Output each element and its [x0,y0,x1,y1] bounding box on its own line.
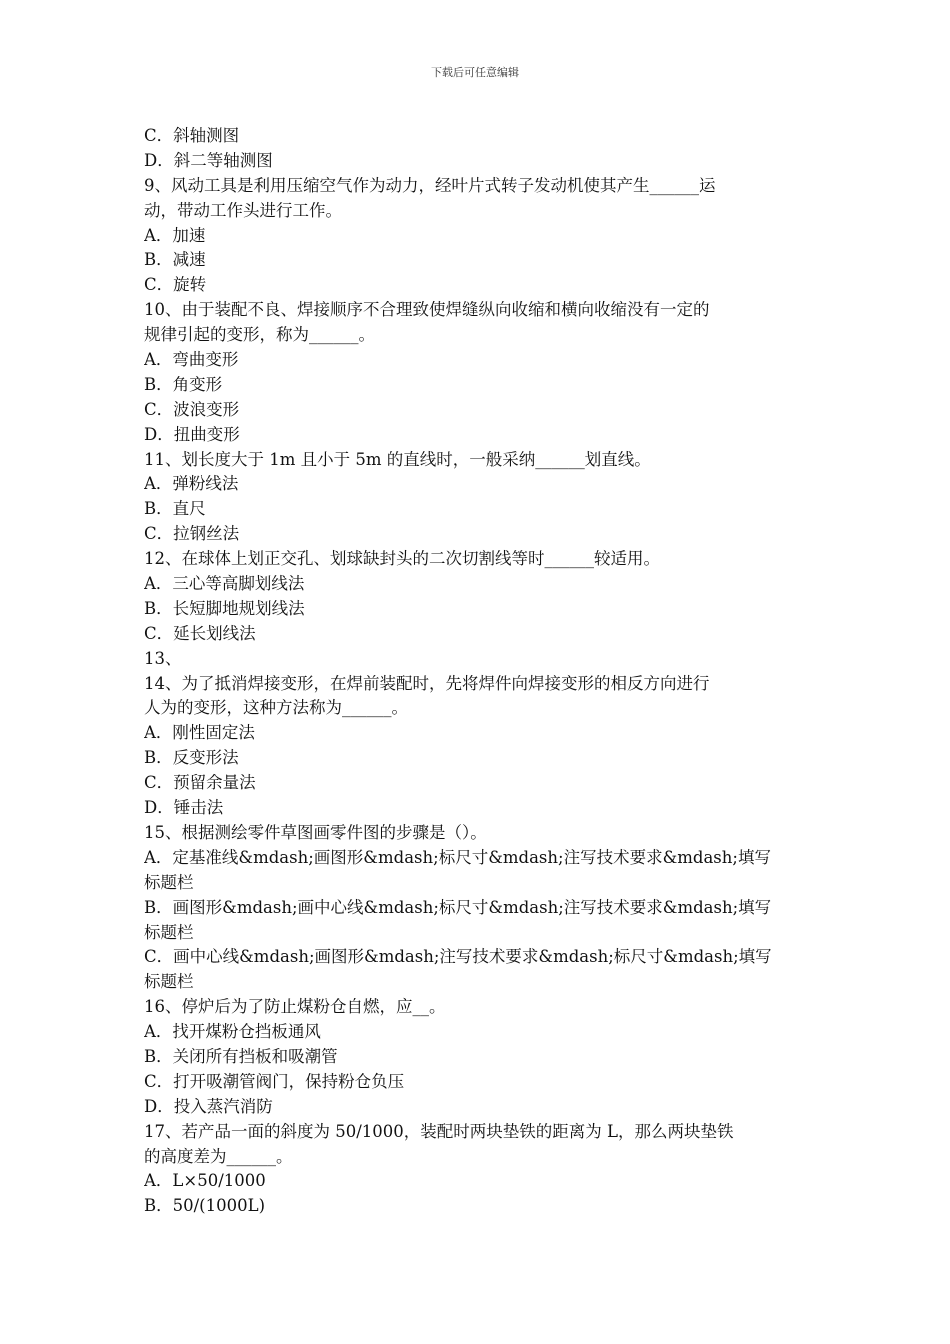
option-line: A．L×50/1000 [144,1171,266,1191]
option-line: B．画图形&mdash;画中心线&mdash;标尺寸&mdash;注写技术要求&mdash;填写 [144,897,772,917]
text-line: 标题栏 [144,922,194,942]
question-15: 15、根据测绘零件草图画零件图的步骤是（）。 [144,822,487,842]
option-line: C．画中心线&mdash;画图形&mdash;注写技术要求&mdash;标尺寸&mdash;填写 [144,947,772,967]
option-line: A．刚性固定法 [144,723,255,743]
option-line: A．三心等高脚划线法 [144,574,305,594]
question-13: 13、 [144,648,182,668]
text-line: 标题栏 [144,872,194,892]
text-line: D．斜二等轴测图 [144,150,273,170]
option-line: A．定基准线&mdash;画图形&mdash;标尺寸&mdash;注写技术要求&mdash;填写 [144,847,771,867]
option-line: B．长短脚地规划线法 [144,598,305,618]
question-12: 12、在球体上划正交孔、划球缺封头的二次切割线等时______较适用。 [144,549,660,569]
option-line: D．锤击法 [144,798,224,818]
option-line: C．波浪变形 [144,399,240,419]
text-line: 规律引起的变形，称为______。 [144,325,375,345]
option-line: B．关闭所有挡板和吸潮管 [144,1046,338,1066]
option-line: C．打开吸潮管阀门，保持粉仓负压 [144,1071,405,1091]
question-11: 11、划长度大于 1m 且小于 5m 的直线时，一般采纳______划直线。 [144,449,651,469]
question-14: 14、为了抵消焊接变形，在焊前装配时，先将焊件向焊接变形的相反方向进行 [144,673,710,693]
option-line: D．投入蒸汽消防 [144,1096,273,1116]
text-line: 标题栏 [144,972,194,992]
text-line: 动，带动工作头进行工作。 [144,200,342,220]
option-line: A．弹粉线法 [144,474,239,494]
question-9: 9、风动工具是利用压缩空气作为动力，经叶片式转子发动机使其产生______运 [144,175,716,195]
option-line: A．找开煤粉仓挡板通风 [144,1022,321,1042]
option-line: C．延长划线法 [144,623,256,643]
page-header: 下载后可任意编辑 [431,66,519,79]
option-line: C．旋转 [144,275,207,295]
option-line: B．减速 [144,250,206,270]
option-line: B．角变形 [144,374,223,394]
option-line: B．直尺 [144,499,206,519]
question-16: 16、停炉后为了防止煤粉仓自燃，应__。 [144,997,446,1017]
option-line: C．拉钢丝法 [144,524,240,544]
text-line: 人为的变形，这种方法称为______。 [144,698,408,718]
option-line: A．弯曲变形 [144,350,239,370]
option-line: A．加速 [144,225,206,245]
option-line: B．反变形法 [144,748,239,768]
question-10: 10、由于装配不良、焊接顺序不合理致使焊缝纵向收缩和横向收缩没有一定的 [144,300,710,320]
text-line: C．斜轴测图 [144,126,240,145]
option-line: D．扭曲变形 [144,424,240,444]
option-line: C．预留余量法 [144,773,256,793]
question-17: 17、若产品一面的斜度为 50/1000，装配时两块垫铁的距离为 L，那么两块垫铁 [144,1121,734,1141]
document-body [144,124,808,1219]
option-line: B．50/(1000L) [144,1196,266,1216]
text-line: 的高度差为______。 [144,1146,293,1166]
